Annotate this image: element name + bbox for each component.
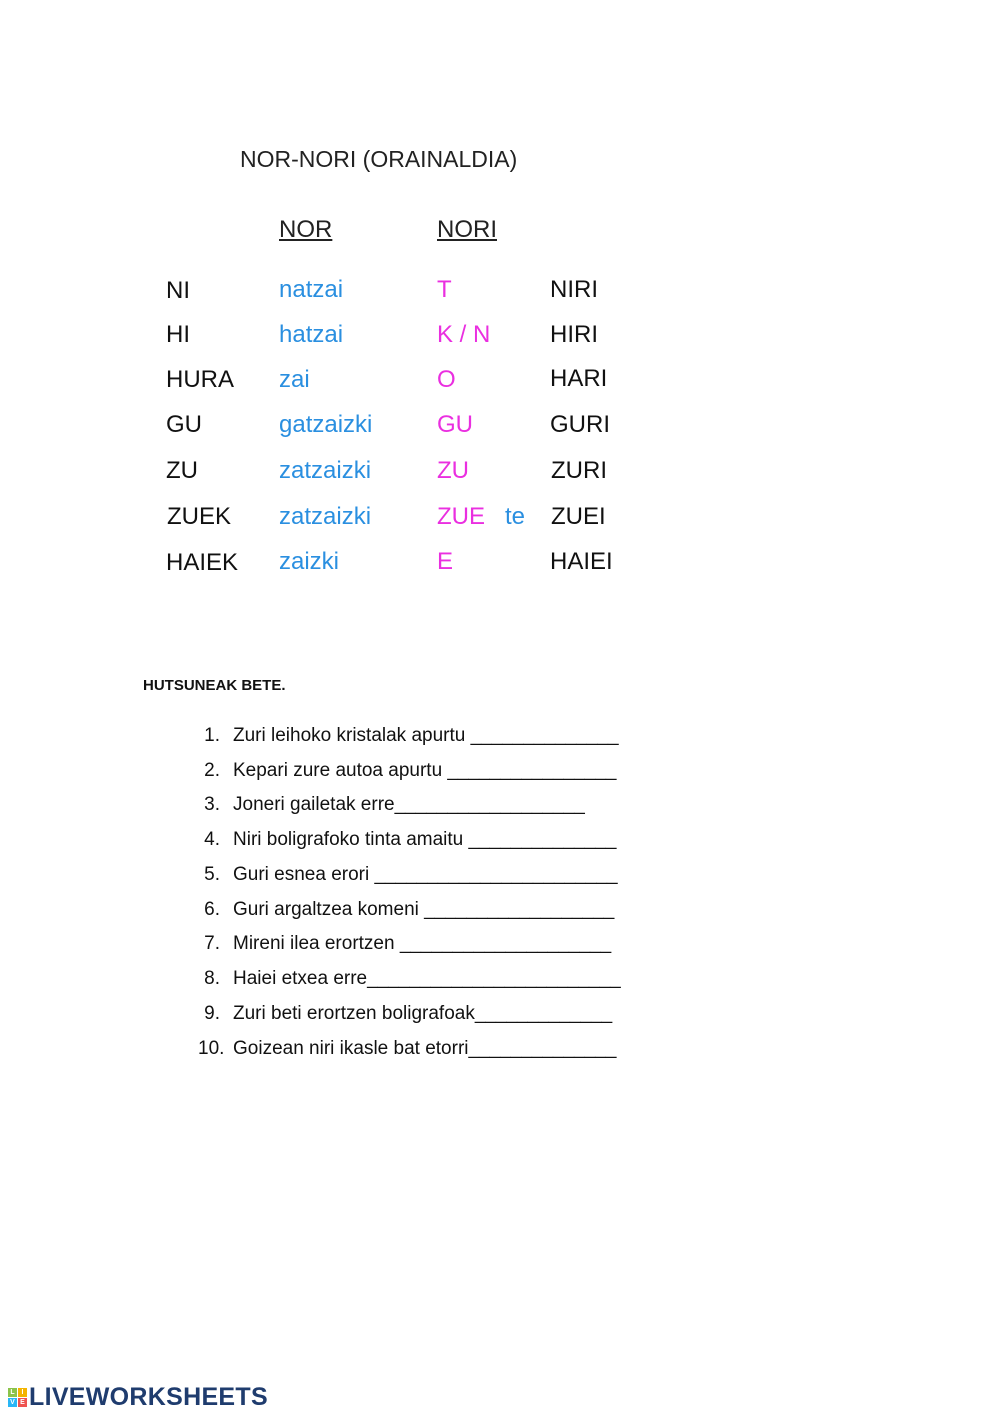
exercise-number: 6.: [204, 899, 220, 920]
nor-form: zaizki: [279, 548, 340, 575]
pronoun: ZUEK: [167, 503, 232, 530]
exercise-number: 3.: [204, 794, 220, 815]
pronoun: ZU: [166, 457, 198, 484]
exercise-text[interactable]: Goizean niri ikasle bat etorri______________: [233, 1038, 617, 1059]
nor-form: zatzaizki: [279, 457, 372, 484]
exercise-number: 4.: [204, 829, 220, 850]
logo-badge-icon: [8, 1388, 27, 1407]
dative: HARI: [550, 365, 608, 392]
exercise-number: 10.: [198, 1038, 225, 1059]
exercise-text[interactable]: Niri boligrafoko tinta amaitu ______________: [233, 829, 617, 850]
exercise-text[interactable]: Guri esnea erori _______________________: [233, 864, 618, 885]
logo-badge-letter: E: [18, 1398, 27, 1407]
dative: HIRI: [550, 321, 598, 348]
nori-suffix: K / N: [437, 321, 491, 348]
nori-suffix: ZU: [437, 457, 469, 484]
pronoun: GU: [166, 411, 202, 438]
page-title: NOR-NORI (ORAINALDIA): [240, 146, 518, 172]
exercise-number: 5.: [204, 864, 220, 885]
exercise-text[interactable]: Guri argaltzea komeni __________________: [233, 899, 615, 920]
exercise-number: 9.: [204, 1003, 220, 1024]
pronoun: HAIEK: [166, 549, 239, 576]
logo-text: LIVEWORKSHEETS: [29, 1383, 268, 1411]
dative: HAIEI: [550, 548, 613, 575]
nor-form: zatzaizki: [279, 503, 372, 530]
nor-form: zai: [279, 366, 310, 393]
nori-suffix: GU: [437, 411, 473, 438]
nori-suffix: T: [437, 276, 452, 303]
exercise-number: 2.: [204, 760, 220, 781]
logo-badge-letter: I: [18, 1388, 27, 1397]
pronoun: HURA: [166, 366, 235, 393]
exercise-number: 7.: [204, 933, 220, 954]
dative: ZURI: [551, 457, 607, 484]
liveworksheets-logo: [8, 1383, 268, 1412]
nor-form: natzai: [279, 276, 344, 303]
exercise-text[interactable]: Haiei etxea erre________________________: [233, 968, 621, 989]
section-title: HUTSUNEAK BETE.: [143, 677, 286, 694]
exercise-text[interactable]: Zuri beti erortzen boligrafoak_____________: [233, 1003, 613, 1024]
header-nor: NOR: [279, 216, 333, 243]
pronoun: NI: [166, 277, 190, 304]
nor-form: gatzaizki: [279, 411, 373, 438]
exercise-number: 1.: [204, 725, 220, 746]
nori-suffix: ZUE: [437, 503, 485, 530]
dative: GURI: [550, 411, 610, 438]
exercise-text[interactable]: Zuri leihoko kristalak apurtu ______________: [233, 725, 619, 746]
dative: ZUEI: [551, 503, 606, 530]
logo-badge-letter: V: [8, 1398, 17, 1407]
nori-suffix: E: [437, 548, 454, 575]
nori-suffix: O: [437, 366, 456, 393]
exercise-text[interactable]: Joneri gailetak erre__________________: [233, 794, 585, 815]
header-nori: NORI: [437, 216, 497, 243]
dative: NIRI: [550, 276, 598, 303]
nor-form: hatzai: [279, 321, 344, 348]
exercise-number: 8.: [204, 968, 220, 989]
pronoun: HI: [166, 321, 190, 348]
nori-extra: te: [505, 503, 526, 530]
exercise-text[interactable]: Mireni ilea erortzen ____________________: [233, 933, 612, 954]
exercise-text[interactable]: Kepari zure autoa apurtu ________________: [233, 760, 617, 781]
logo-badge-letter: L: [8, 1388, 17, 1397]
